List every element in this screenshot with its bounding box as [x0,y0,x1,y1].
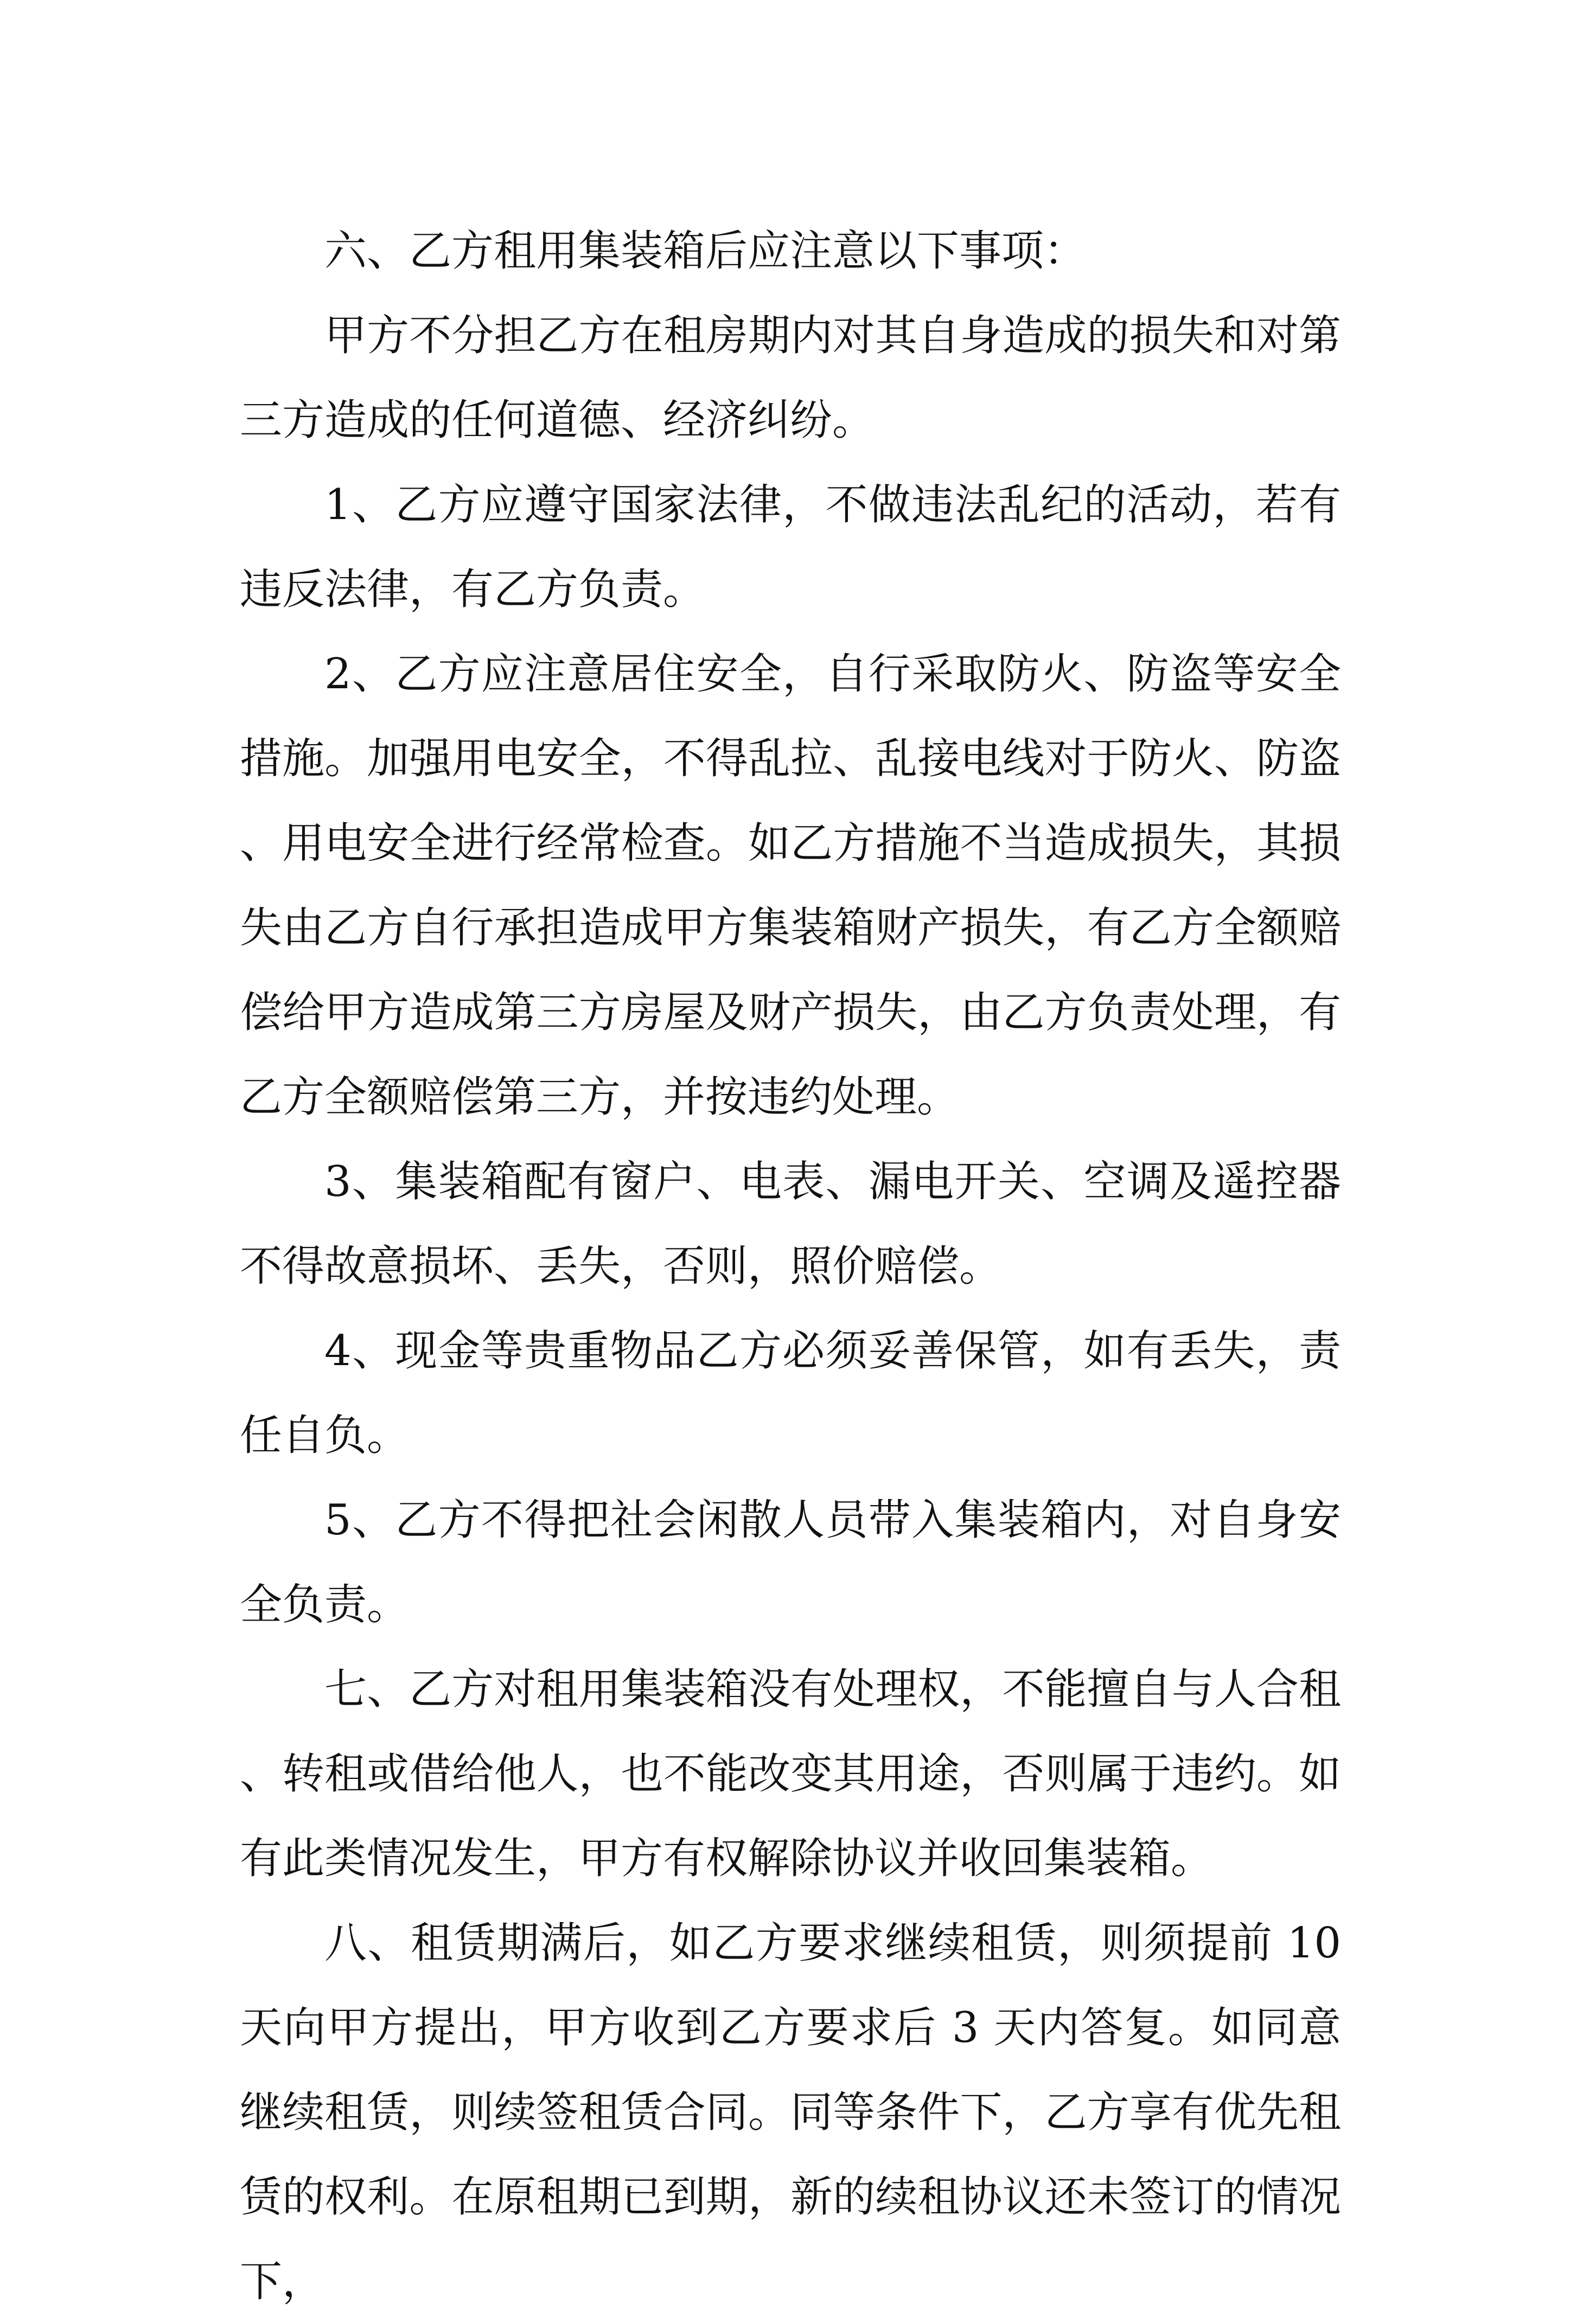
section-8: 八、租赁期满后，如乙方要求继续租赁，则须提前 10 天向甲方提出，甲方收到乙方要求后 3 天内答复。如同意继续租赁，则续签租赁合同。同等条件下，乙方享有优先租赁的权利。在原租期已到期，新的续租协议还未签订的情况下， [240,1919,1341,2306]
paragraph-liability: 甲方不分担乙方在租房期内对其自身造成的损失和对第三方造成的任何道德、经济纠纷。 [240,311,1341,445]
clause-5: 5、乙方不得把社会闲散人员带入集装箱内，对自身安全负责。 [240,1496,1341,1629]
clause-3: 3、集装箱配有窗户、电表、漏电开关、空调及遥控器不得故意损坏、丢失，否则，照价赔偿。 [240,1157,1341,1291]
clause-1: 1、乙方应遵守国家法律，不做违法乱纪的活动，若有违反法律，有乙方负责。 [240,481,1341,614]
section-7: 七、乙方对租用集装箱没有处理权，不能擅自与人合租、转租或借给他人，也不能改变其用途，否则属于违约。如有此类情况发生，甲方有权解除协议并收回集装箱。 [240,1665,1341,1883]
section-heading-6: 六、乙方租用集装箱后应注意以下事项： [324,227,1087,276]
document-body [240,209,1341,2324]
clause-2: 2、乙方应注意居住安全，自行采取防火、防盗等安全措施。加强用电安全，不得乱拉、乱接电线对于防火、防盗、用电安全进行经常检查。如乙方措施不当造成损失，其损失由乙方自行承担造成甲方集装箱财产损失，有乙方全额赔偿给甲方造成第三方房屋及财产损失，由乙方负责处理，有乙方全额赔偿第三方，并按违约处理。 [240,650,1341,1122]
clause-4: 4、现金等贵重物品乙方必须妥善保管，如有丢失，责任自负。 [240,1327,1341,1460]
